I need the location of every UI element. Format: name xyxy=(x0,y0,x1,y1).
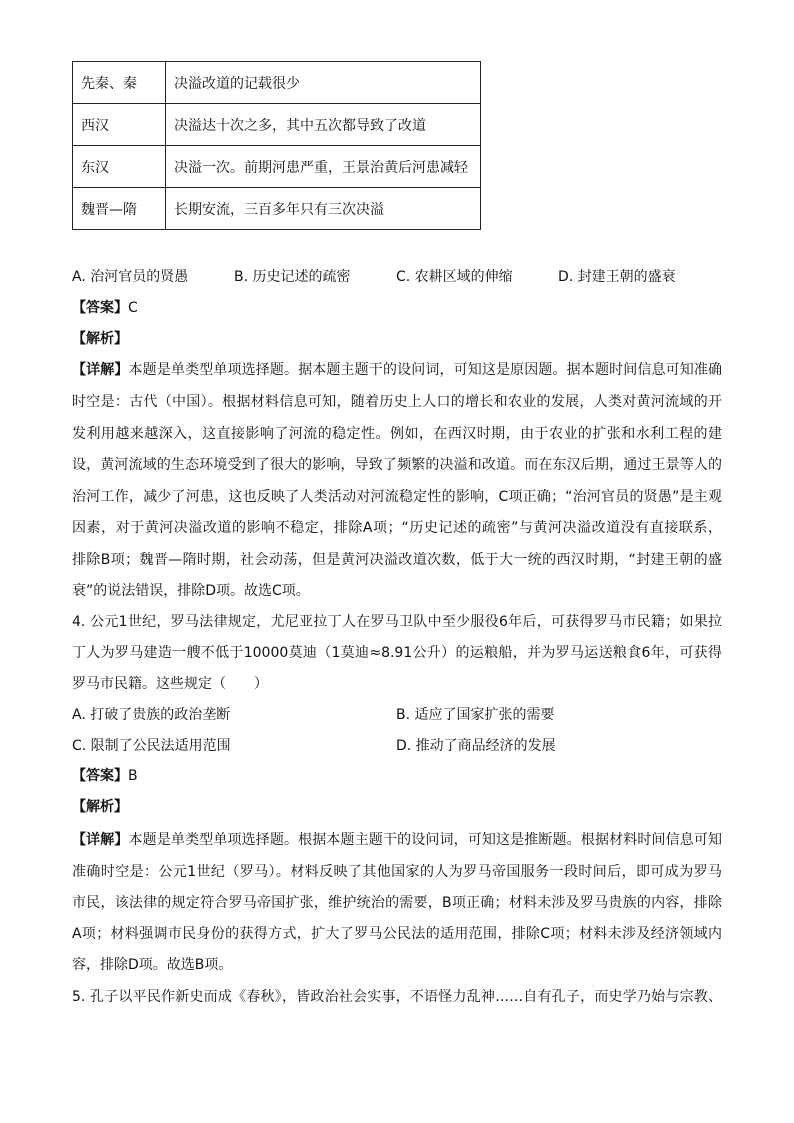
period-cell: 魏晋—隋 xyxy=(73,188,166,230)
q4-option-a: A. 打破了贵族的政治垄断 xyxy=(72,707,231,723)
description-cell: 决溢一次。前期河患严重，王景治黄后河患减轻 xyxy=(166,146,481,188)
q4-option-d: D. 推动了商品经济的发展 xyxy=(396,738,556,754)
description-cell: 决溢改道的记载很少 xyxy=(166,62,481,104)
q3-option-b: B. 历史记述的疏密 xyxy=(234,269,351,285)
q4-detail-line: 【详解】本题是单类型单项选择题。根据本题主题干的设问词，可知这是推断题。根据材料时间信息可知 xyxy=(72,832,723,848)
q3-detail-line: 【详解】本题是单类型单项选择题。据本题主题干的设问词，可知这是原因题。据本题时间信息可知准确 xyxy=(72,362,723,378)
q4-answer xyxy=(72,766,138,786)
period-cell: 先秦、秦 xyxy=(73,62,166,104)
q3-option-d: D. 封建王朝的盛衰 xyxy=(558,269,676,285)
q3-detail-line: 时空是：古代（中国）。根据材料信息可知，随着历史上人口的增长和农业的发展，人类对黄河流域的开 xyxy=(72,394,722,410)
q4-stem-line: 丁人为罗马建造一艘不低于10000莫迪（1莫迪≈8.91公升）的运粮船，并为罗马运送粮食6年，可获得 xyxy=(72,645,722,661)
q4-analysis-tag: 【解析】 xyxy=(72,799,128,815)
answer-tag: 【答案】 xyxy=(72,300,128,316)
q4-option-b: B. 适应了国家扩张的需要 xyxy=(396,707,555,723)
q3-detail-line: 因素，对于黄河决溢改道的影响不稳定，排除A项；“历史记述的疏密”与黄河决溢改道没有直接联系， xyxy=(72,520,722,536)
period-cell: 西汉 xyxy=(73,104,166,146)
q4-detail-line: 准确时空是：公元1世纪（罗马）。材料反映了其他国家的人为罗马帝国服务一段时间后，即可成为罗马 xyxy=(72,864,722,880)
table-row xyxy=(73,188,481,230)
table-row xyxy=(73,62,481,104)
q3-detail-line: 发利用越来越深入，这直接影响了河流的稳定性。例如，在西汉时期，由于农业的扩张和水利工程的建 xyxy=(72,426,722,442)
river-history-table xyxy=(72,61,481,230)
q3-detail-line: 治河工作，减少了河患，这也反映了人类活动对河流稳定性的影响，C项正确；“治河官员的贤愚”是主观 xyxy=(72,489,722,505)
q4-stem-line: 4. 公元1世纪，罗马法律规定，尤尼亚拉丁人在罗马卫队中至少服役6年后，可获得罗马市民籍；如果拉 xyxy=(72,614,722,630)
q3-option-a: A. 治河官员的贤愚 xyxy=(72,269,189,285)
q3-answer xyxy=(72,298,138,318)
q3-analysis-tag: 【解析】 xyxy=(72,331,128,347)
description-cell: 长期安流，三百多年只有三次决溢 xyxy=(166,188,481,230)
q4-detail-line: A项；材料强调市民身份的获得方式，扩大了罗马公民法的适用范围，排除C项；材料未涉及经济领域内 xyxy=(72,926,722,942)
answer-tag: 【答案】 xyxy=(72,768,128,784)
table-row xyxy=(73,146,481,188)
q5-stem-line: 5. 孔子以平民作新史而成《春秋》，皆政治社会实事，不语怪力乱神……自有孔子，而史学乃始与宗教、 xyxy=(72,989,722,1005)
q4-option-c: C. 限制了公民法适用范围 xyxy=(72,738,231,754)
q3-detail-line: 衰”的说法错误，排除D项。故选C项。 xyxy=(72,583,310,599)
q4-detail-line: 市民，该法律的规定符合罗马帝国扩张，维护统治的需要，B项正确；材料未涉及罗马贵族的内容，排除 xyxy=(72,895,722,911)
q4-detail-line: 容，排除D项。故选B项。 xyxy=(72,957,233,973)
table-row xyxy=(73,104,481,146)
q3-detail-line: 设，黄河流域的生态环境受到了很大的影响，导致了频繁的决溢和改道。而在东汉后期，通过王景等人的 xyxy=(72,457,722,473)
answer-value: B xyxy=(128,768,138,784)
detail-tag: 【详解】 xyxy=(72,362,129,378)
answer-value: C xyxy=(128,300,138,316)
q3-option-c: C. 农耕区域的伸缩 xyxy=(396,269,513,285)
q3-detail-line: 排除B项；魏晋—隋时期，社会动荡，但是黄河决溢改道次数，低于大一统的西汉时期，“封建王朝的盛 xyxy=(72,552,722,568)
detail-tag: 【详解】 xyxy=(72,832,129,848)
description-cell: 决溢达十次之多，其中五次都导致了改道 xyxy=(166,104,481,146)
q4-stem-line: 罗马市民籍。这些规定（ ） xyxy=(72,676,268,692)
period-cell: 东汉 xyxy=(73,146,166,188)
